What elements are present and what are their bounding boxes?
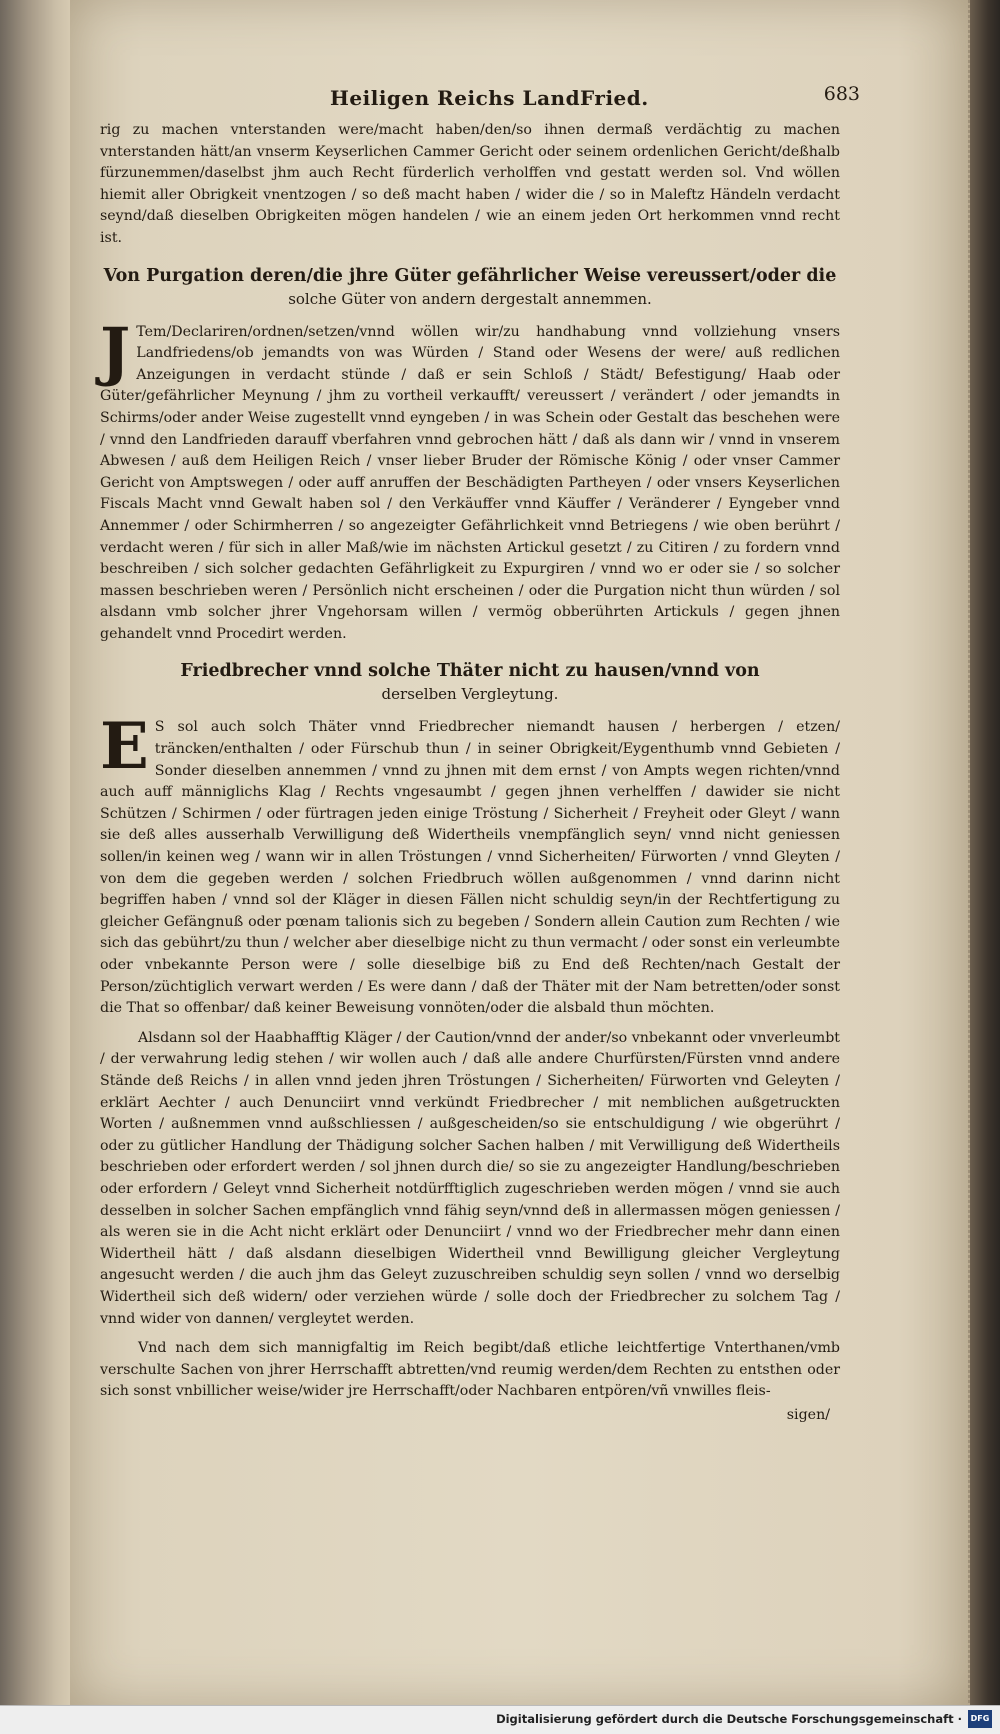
dfg-logo: DFG <box>968 1710 992 1728</box>
book-right-edge <box>970 0 1000 1705</box>
paragraph-vnd-nach: Vnd nach dem sich mannigfaltig im Reich begibt/daß etliche leichtfertige Vnterthanen/vmb verschulte Sachen von jhrer Herrschafft abtretten/vnd reumig werden/dem Rechten zu entsthen oder sich sonst vnbillicher weise/wider jre Herrschafft/oder Nachbaren entpören/vñ vnwilles fleis- <box>100 1340 840 1400</box>
book-left-edge <box>0 0 70 1733</box>
paragraph-item <box>100 313 840 646</box>
catchword: sigen/ <box>786 1406 830 1423</box>
paragraph-item-text: Tem/Declariren/ordnen/setzen/vnnd wöllen wir/zu handhabung vnnd vollziehung vnsers Landfriedens/ob jemandts von was Würden / Stand oder Wesens der were/ auß redlichen Anzeigungen in verdacht stünde / daß er sein Schloß / Städt/ Befestigung/ Haab oder Güter/gefährlicher Meynung / jhm zu vortheil verkaufft/ vereussert / verändert / oder jemandts in Schirms/oder ander Weise zugestellt vnnd eyngeben / in was Schein oder Gestalt das beschehen were / vnnd den Landfrieden darauff vberfahren vnnd gebrochen hätt / daß als dann wir / vnnd in vnserem Abwesen / auß dem Heiligen Reich / vnser lieber Bruder der Römische König / oder vnser Cammer Gericht von Amptswegen / oder auff anruffen der Beschädigten Partheyen / oder vnsers Keyserlichen Fiscals Macht vnnd Gewalt haben sol / den Verkäuffer vnnd Käuffer / Veränderer / Eyngeber vnnd Annemmer / oder Schirmherren / so angezeigter Gefährlichkeit vnnd Betriegens / wie oben berührt / verdacht weren / für sich in aller Maß/wie im nächsten Artickul gesetzt / zu Citiren / zu fordern vnnd beschreiben / sich solcher gedachten Gefährligkeit zu Expurgiren / vnnd wo er oder sie / so solcher massen beschrieben weren / Persönlich nicht erscheinen / oder die Purgation nicht thun würden / sol alsdann vmb solcher jhrer Vngehorsam willen / vermög obberührten Artickuls / gegen jhnen gehandelt vnnd Procedirt werden. <box>100 323 840 642</box>
heading-line-1: Friedbrecher vnnd solche Thäter nicht zu hausen/vnnd von <box>180 661 760 682</box>
drop-initial: E <box>100 709 149 785</box>
section-heading-purgation <box>100 264 840 310</box>
page-number: 683 <box>823 83 860 105</box>
heading-line-2: derselben Vergleytung. <box>381 685 559 704</box>
page-content <box>100 78 860 1426</box>
footer-credit: Digitalisierung gefördert durch die Deutsche Forschungsgemeinschaft · <box>496 1712 962 1726</box>
running-header <box>100 78 860 118</box>
footer-bar <box>0 1705 1000 1734</box>
section-heading-friedbrecher <box>100 659 840 705</box>
running-title: Heiligen Reichs LandFried. <box>330 86 649 110</box>
heading-line-1: Von Purgation deren/die jhre Güter gefährlicher Weise vereussert/oder die <box>103 265 837 286</box>
paragraph-alsdann: Alsdann sol der Haabhafftig Kläger / der Caution/vnnd der ander/so vnbekannt oder vnverleumbt / der verwahrung ledig stehen / wir wollen auch / daß alle andere Churfürsten/Fürsten vnnd andere Stände deß Reichs / in allen vnnd jeden jhren Tröstungen / Sicherheiten/ Fürworten vnd Geleyten / erklärt Aechter / auch Denunciirt vnnd verkündt Friedbrecher / mit nemblichen außgetruckten Worten / außnemmen vnnd außschliessen / außgescheiden/so sie entschuldigung / wie obgerührt / oder zu gütlicher Handlung der Thädigung solcher Sachen halben / mit Verwilligung deß Widertheils beschrieben oder erfordert werden / sol jhnen durch die/ so sie zu angezeigter Handlung/beschrieben oder erfordern / Geleyt vnnd Sicherheit notdürfftiglich zugeschrieben werden mögen / vnnd sie auch desselben in solcher Sachen empfänglich vnnd fähig seyn/vnnd deß in allermassen mögen geniessen / als weren sie in die Acht nicht erklärt oder Denunciirt / vnnd wo der Friedbrecher mehr dann einen Widertheil hätt / daß alsdann dieselbigen Widertheil vnnd Bewilligung gleicher Vergleytung angesucht werden / die auch jhm das Geleyt zuzuschreiben schuldig seyn sollen / vnnd wo derselbig Widertheil sich deß widern/ oder verziehen würde / solle doch der Friedbrecher zu solchem Tag / vnnd wider von dannen/ vergleytet werden. <box>100 1029 840 1327</box>
paragraph-continued: rig zu machen vnterstanden were/macht haben/den/so ihnen dermaß verdächtig zu machen vnterstanden hätt/an vnserm Keyserlichen Cammer Gericht oder seinem ordenlichen Gericht/deßhalb fürzunemmen/daselbst jhm auch Recht fürderlich verholffen vnd gestatt werden sol. Vnd wöllen hiemit aller Obrigkeit vnentzogen / so deß macht haben / wider die / so in Maleftz Händeln verdacht seynd/daß dieselben Obrigkeiten mögen handelen / wie an einem jeden Ort herkommen vnnd recht ist. <box>100 122 840 246</box>
paragraph-es-sol <box>100 709 840 1019</box>
paragraph-es-sol-text: S sol auch solch Thäter vnnd Friedbrecher niemandt hausen / herbergen / etzen/ träncken/enthalten / oder Fürschub thun / in seiner Obrigkeit/Eygenthumb vnnd Gebieten / Sonder dieselben annemmen / vnnd zu jhnen mit dem ernst / von Ampts wegen richten/vnnd auch auff männiglichs Klag / Rechts vngesaumbt / gegen jhnen verhelffen / dawider sie nicht Schützen / Schirmen / oder fürtragen jeden einige Tröstung / Sicherheit / Freyheit oder Gleyt / wann sie deß alles ausserhalb Verwilligung deß Widertheils vnempfänglich seyn/ vnnd nicht geniessen sollen/in keinen weg / wann wir in allen Tröstungen / vnnd Sicherheiten/ Fürworten / vnnd Gleyten / von dem die gegeben werden / solchen Friedbruch wöllen außgenommen / vnnd darinn nicht begriffen haben / vnnd sol der Kläger in diesen Fällen nicht schuldig seyn/in der Rechtfertigung zu gleicher Gefängnuß oder pœnam talionis sich zu begeben / Sondern allein Caution zum Rechten / wie sich das gebührt/zu thun / welcher aber dieselbige nicht zu thun vermacht / oder sonst ein verleumbte oder vnbekannte Person were / solle dieselbige biß zu End deß Rechten/nach Gestalt der Person/züchtiglich verwart werden / Es were dann / daß der Thäter mit der Nam betretten/oder sonst die That so offenbar/ daß keiner Beweisung vonnöten/oder die alsbald thun möchten. <box>100 719 840 1017</box>
drop-initial: J <box>100 313 131 389</box>
heading-line-2: solche Güter von andern dergestalt annemmen. <box>288 289 652 308</box>
